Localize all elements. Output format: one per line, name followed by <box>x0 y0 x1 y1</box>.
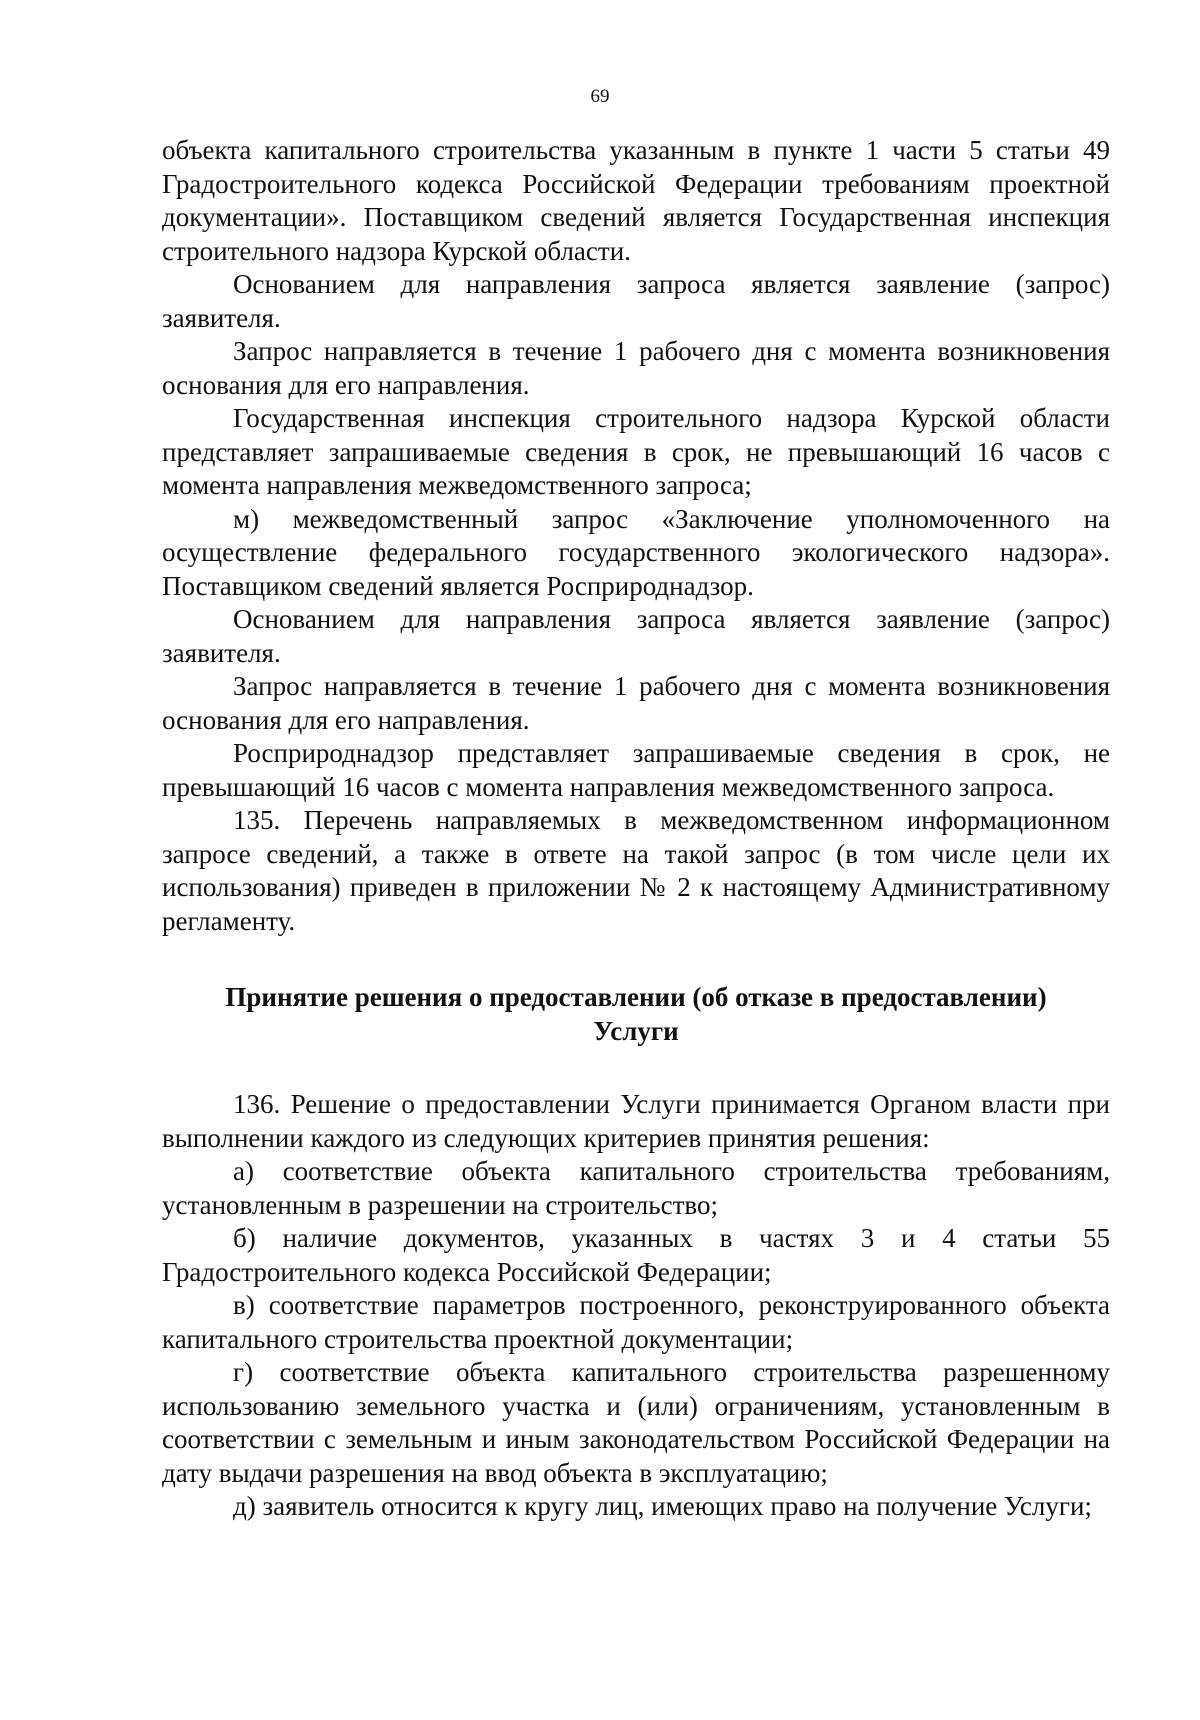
paragraph: б) наличие документов, указанных в частях 3 и 4 статьи 55 Градостроительного кодекса Российской Федерации; <box>162 1223 1110 1287</box>
paragraph: м) межведомственный запрос «Заключение уполномоченного на осуществление федерального государственного экологического надзора». Поставщиком сведений является Росприроднадзор. <box>162 503 1110 601</box>
paragraph: а) соответствие объекта капитального строительства требованиям, установленным в разрешении на строительство; <box>162 1156 1110 1220</box>
paragraph: 135. Перечень направляемых в межведомственном информационном запросе сведений, а также в ответе на такой запрос (в том числе цели их использования) приведен в приложении № 2 к настоящему Административному регламенту. <box>162 805 1110 936</box>
paragraph: 136. Решение о предоставлении Услуги принимается Органом власти при выполнении каждого из следующих критериев принятия решения: <box>162 1089 1110 1153</box>
paragraph: в) соответствие параметров построенного, реконструированного объекта капитального строительства проектной документации; <box>162 1290 1110 1354</box>
paragraph: Запрос направляется в течение 1 рабочего дня с момента возникновения основания для его направления. <box>162 671 1110 735</box>
paragraph: д) заявитель относится к кругу лиц, имеющих право на получение Услуги; <box>233 1491 1092 1521</box>
section-heading-line: Принятие решения о предоставлении (об отказе в предоставлении) <box>225 982 1047 1012</box>
section-heading-line: Услуги <box>593 1016 679 1046</box>
paragraph: Основанием для направления запроса является заявление (запрос) заявителя. <box>162 269 1110 333</box>
paragraph: Запрос направляется в течение 1 рабочего дня с момента возникновения основания для его направления. <box>162 336 1110 400</box>
section-heading <box>162 980 1110 1048</box>
paragraph: Государственная инспекция строительного надзора Курской области представляет запрашиваемые сведения в срок, не превышающий 16 часов с момента направления межведомственного запроса; <box>162 403 1110 500</box>
paragraph: Росприроднадзор представляет запрашиваемые сведения в срок, не превышающий 16 часов с момента направления межведомственного запроса. <box>162 738 1110 802</box>
paragraph: г) соответствие объекта капитального строительства разрешенному использованию земельного участка и (или) ограничениям, установленным в соответствии с земельным и иным законодательством Российской Федерации на дату выдачи разрешения на ввод объекта в эксплуатацию; <box>162 1357 1110 1488</box>
paragraph: объекта капитального строительства указанным в пункте 1 части 5 статьи 49 Градостроительного кодекса Российской Федерации требованиям проектной документации». Поставщиком сведений является Государственная инспекция строительного надзора Курской области. <box>162 135 1110 266</box>
paragraph: Основанием для направления запроса является заявление (запрос) заявителя. <box>162 604 1110 668</box>
document-body <box>162 134 1110 1524</box>
page-number: 69 <box>590 86 610 107</box>
